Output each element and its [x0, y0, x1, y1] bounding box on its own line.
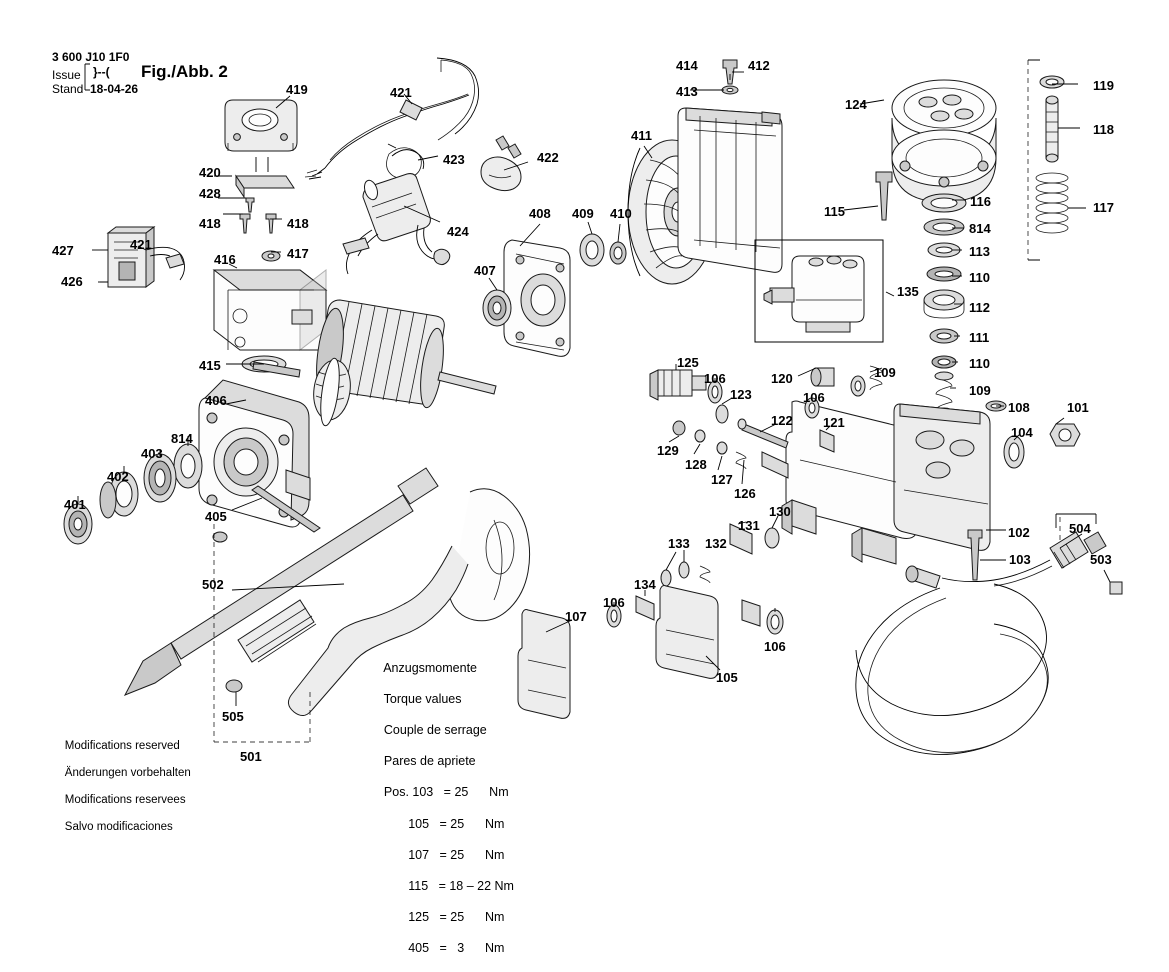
callout-401: 401: [64, 497, 86, 512]
callout-424: 424: [447, 224, 469, 239]
callout-128: 128: [685, 457, 707, 472]
callout-117: 117: [1093, 200, 1114, 215]
valve-stack-right: [1028, 60, 1068, 260]
callout-427: 427: [52, 243, 74, 258]
switch-assembly-419: [225, 100, 297, 212]
callout-121: 121: [823, 415, 845, 430]
callout-428: 428: [199, 186, 221, 201]
issue-label: Issue: [52, 68, 81, 82]
modifications-line-3: Salvo modificaciones: [64, 820, 173, 833]
stand-label: Stand: [52, 82, 84, 96]
torque-line-9: 405 = 3 Nm: [383, 941, 505, 956]
callout-126: 126: [734, 486, 756, 501]
torque-line-0: Anzugsmomente: [383, 660, 478, 675]
callout-107: 107: [565, 609, 587, 624]
callout-101: 101: [1067, 400, 1089, 415]
torque-line-5: 105 = 25 Nm: [383, 816, 505, 831]
callout-106c: 106: [603, 595, 625, 610]
callout-421a: 421: [390, 85, 412, 100]
modifications-line-0: Modifications reserved: [64, 739, 180, 752]
issue-date: 18-04-26: [90, 82, 139, 96]
callout-106d: 106: [764, 639, 786, 654]
callout-412: 412: [748, 58, 770, 73]
power-cord-421: [305, 58, 521, 191]
modifications-block: [52, 726, 191, 848]
callout-110-lower: 110: [969, 356, 990, 371]
callout-123: 123: [730, 387, 752, 402]
housing-408: [483, 234, 626, 356]
callout-111: 111: [969, 330, 990, 345]
callout-426: 426: [61, 274, 83, 289]
callout-418-right: 418: [287, 216, 309, 231]
callout-411: 411: [631, 128, 652, 143]
callout-502: 502: [202, 577, 224, 592]
torque-line-1: Torque values: [383, 691, 462, 706]
callout-133: 133: [668, 536, 690, 551]
callout-814-left: 814: [171, 431, 193, 446]
modifications-line-1: Änderungen vorbehalten: [64, 766, 191, 779]
callout-505: 505: [222, 709, 244, 724]
callout-413: 413: [676, 84, 698, 99]
callout-419: 419: [286, 82, 308, 97]
callout-132: 132: [705, 536, 727, 551]
callout-406: 406: [205, 393, 227, 408]
callout-410: 410: [610, 206, 632, 221]
callout-130: 130: [769, 504, 791, 519]
callout-102: 102: [1008, 525, 1030, 540]
callout-504: 504: [1069, 521, 1091, 536]
pressure-switch-427: [100, 227, 185, 287]
callout-814-top: 814: [969, 221, 991, 236]
callout-119: 119: [1093, 78, 1114, 93]
capacitor-424: [343, 174, 450, 274]
callout-421b: 421: [130, 237, 152, 252]
callout-116: 116: [970, 194, 991, 209]
issue-mark: }--(: [93, 65, 110, 79]
callout-124: 124: [845, 97, 867, 112]
pump-housing-406: [64, 380, 320, 544]
callout-135: 135: [897, 284, 919, 299]
torque-line-2: Couple de serrage: [383, 722, 487, 737]
callout-501: 501: [240, 749, 262, 764]
callout-103: 103: [1009, 552, 1031, 567]
callout-104: 104: [1011, 425, 1033, 440]
torque-line-4: Pos. 103 = 25 Nm: [383, 785, 509, 800]
callout-402: 402: [107, 469, 129, 484]
part-number: 3 600 J10 1F0: [52, 50, 130, 64]
torque-values-block: [370, 645, 514, 972]
callout-414: 414: [676, 58, 698, 73]
callout-109a: 109: [874, 365, 896, 380]
callout-110-upper: 110: [969, 270, 990, 285]
callout-131: 131: [738, 518, 760, 533]
water-box-416: [214, 214, 326, 372]
callout-108: 108: [1008, 400, 1030, 415]
callout-422: 422: [537, 150, 559, 165]
callout-105: 105: [716, 670, 738, 685]
callout-409: 409: [572, 206, 594, 221]
callout-420: 420: [199, 165, 221, 180]
callout-423: 423: [443, 152, 465, 167]
callout-403: 403: [141, 446, 163, 461]
callout-112: 112: [969, 300, 990, 315]
callout-418-left: 418: [199, 216, 221, 231]
callout-106a: 106: [704, 371, 726, 386]
callout-127: 127: [711, 472, 733, 487]
callout-125: 125: [677, 355, 699, 370]
callout-405: 405: [205, 509, 227, 524]
callout-109b: 109: [969, 383, 991, 398]
callout-416: 416: [214, 252, 236, 267]
torque-line-8: 125 = 25 Nm: [383, 910, 505, 925]
callout-118: 118: [1093, 122, 1114, 137]
modifications-line-2: Modifications reservees: [64, 793, 186, 806]
torque-line-6: 107 = 25 Nm: [383, 847, 505, 862]
callout-134: 134: [634, 577, 656, 592]
callout-408: 408: [529, 206, 551, 221]
figure-label: Fig./Abb. 2: [141, 62, 228, 81]
torque-line-7: 115 = 18 – 22 Nm: [383, 878, 514, 893]
callout-120: 120: [771, 371, 793, 386]
callout-503: 503: [1090, 552, 1112, 567]
callout-417: 417: [287, 246, 309, 261]
callout-415: 415: [199, 358, 221, 373]
torque-line-3: Pares de apriete: [383, 754, 476, 769]
callout-115: 115: [824, 204, 845, 219]
callout-122: 122: [771, 413, 793, 428]
callout-106b: 106: [803, 390, 825, 405]
callout-113: 113: [969, 244, 990, 259]
callout-407: 407: [474, 263, 496, 278]
callout-129: 129: [657, 443, 679, 458]
